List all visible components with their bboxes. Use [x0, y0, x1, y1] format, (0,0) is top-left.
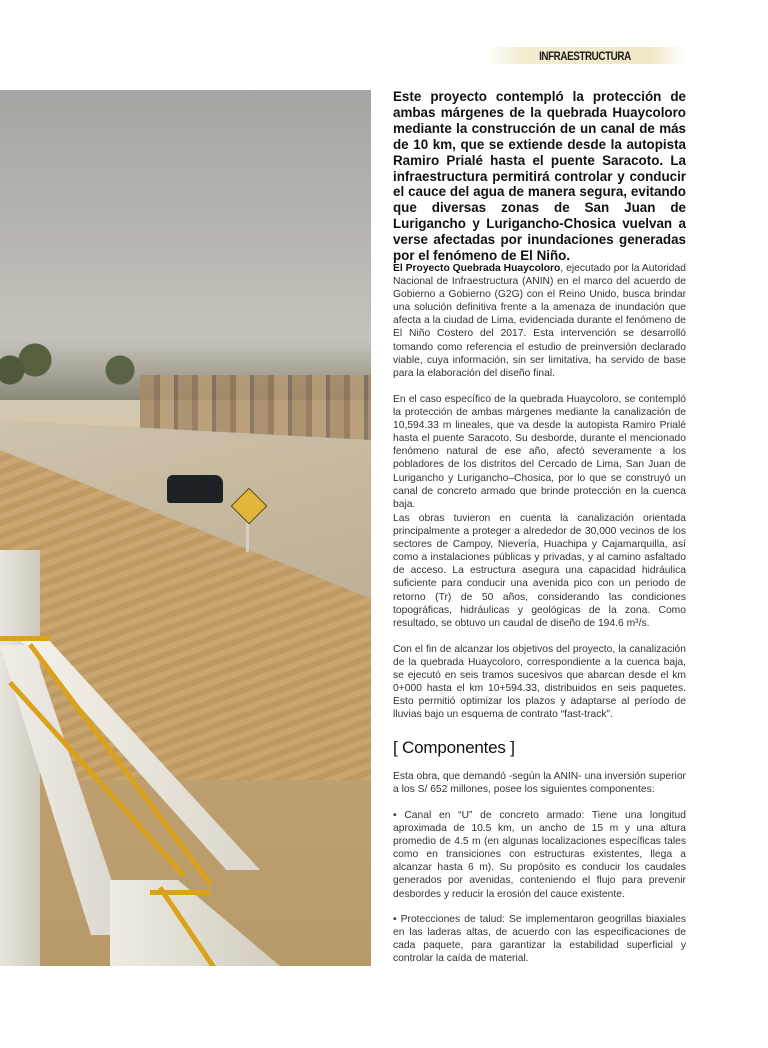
lead-paragraph: Este proyecto contempló la protección de ambas márgenes de la quebrada Huaycoloro mediante la construcción de un canal de más de 10 km, que se extiende desde la autopista Ramiro Prialé hasta el puente Saracoto. La infraestructura permitirá controlar y conducir el cauce del agua de manera segura, evitando que diversas zonas de San Juan de Lurigancho y Lurigancho-Chosica vuelvan a verse afectadas por inundaciones generadas por el fenómeno de El Niño.: [393, 89, 686, 264]
paragraph-6: • Canal en “U” de concreto armado: Tiene una longitud aproximada de 10.5 km, un ancho de 15 m y una altura promedio de 4.5 m (en algunas localizaciones específicas tales como en transiciones con estructuras existentes, llega a alcanzar hasta 6 m). Su propósito es conducir los caudales generados por avenidas, conteniendo el flujo para prevenir desbordes y reducir la erosión del cauce existente.: [393, 810, 686, 900]
canal-photo: [0, 90, 371, 966]
paragraph-5: Esta obra, que demandó -según la ANIN- una inversión superior a los S/ 652 millones, posee los siguientes componentes:: [393, 771, 686, 796]
paragraph-1-bold: El Proyecto Quebrada Huaycoloro: [393, 263, 561, 274]
section-heading: [ Componentes ]: [393, 738, 515, 757]
section-tag: [485, 47, 685, 64]
paragraph-1-rest: , ejecutado por la Autoridad Nacional de Infraestructura (ANIN) en el marco del acuerdo de Gobierno a Gobierno (G2G) con el Reino Unido, busca brindar una solución definitiva frente a la amenaza de inundación que afecta a la ciudad de Lima, evidenciada durante el fenómeno de El Niño Costero del 2017. Esta intervención se desarrolló tomando como referencia el estudio de preinversión declarado viable, cuya información, sin ser limitativa, ha servido de base para la elaboración del diseño final.: [393, 263, 686, 379]
paragraph-2: En el caso específico de la quebrada Huaycoloro, se contempló la protección de ambas márgenes mediante la canalización de 10,594.33 m lineales, que va desde la autopista Ramiro Prialé hasta el puente Saracoto. Su desborde, durante el mencionado fenómeno natural de ese año, afectó severamente a los pobladores de los distritos del Cercado de Lima, San Juan de Lurigancho y Lurigancho–Chosica, por lo que se construyó un canal de concreto armado que brinde protección en la cuenca baja.: [393, 394, 686, 510]
paragraph-7: • Protecciones de talud: Se implementaron geogrillas biaxiales en las laderas altas, de acuerdo con las especificaciones de cada paquete, para garantizar la estabilidad superficial y controlar la caída de material.: [393, 914, 686, 965]
paragraph-1: [393, 262, 686, 380]
section-tag-label: INFRAESTRUCTURA: [539, 48, 631, 63]
truck-shape: [167, 475, 223, 503]
paragraph-4: Con el fin de alcanzar los objetivos del proyecto, la canalización de la quebrada Huaycoloro, correspondiente a la cuenca baja, se ejecutó en seis tramos sucesivos que abarcan desde el km 0+000 hasta el km 10+594.33, distribuidos en seis paquetes. Esto permitió optimizar los plazos y adaptarse al período de lluvias bajo un esquema de contrato “fast-track”.: [393, 644, 686, 721]
paragraph-3: Las obras tuvieron en cuenta la canalización orientada principalmente a proteger a alrededor de 30,000 vecinos de los sectores de Campoy, Nievería, Huachipa y Cajamarquilla, así como a instalaciones públicas y privadas, y al camino asfaltado de acceso. La estructura asegura una capacidad hidráulica suficiente para conducir una avenida pico con un periodo de retorno (Tr) de 50 años, considerando las condiciones topográficas, hidráulicas y geológicas de la zona. Como resultado, se obtuvo un caudal de diseño de 194.6 m³/s.: [393, 513, 686, 629]
